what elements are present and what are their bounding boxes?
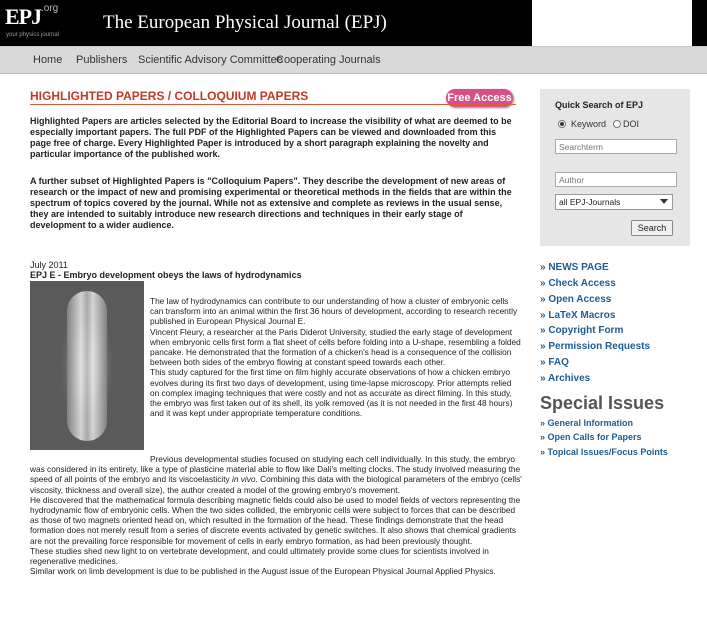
link-general-information[interactable]: » General Information — [540, 418, 634, 428]
link-latex-macros[interactable]: » LaTeX Macros — [540, 310, 616, 321]
article-body-wrapped — [150, 296, 522, 418]
embryo-image — [30, 281, 144, 450]
title-divider — [30, 104, 516, 105]
search-button[interactable]: Search — [631, 220, 673, 236]
link-news-page[interactable]: » NEWS PAGE — [540, 262, 609, 273]
link-open-access[interactable]: » Open Access — [540, 294, 612, 305]
body-paragraph: These studies shed new light to on vertebrate development, and could ultimately provide some clues for scientists involved in regenerative medicines. — [30, 545, 489, 567]
intro-paragraph-1: Highlighted Papers are articles selected by the Editorial Board to increase the visibility of what are deemed to be especially important papers. The full PDF of the Highlighted Papers can be viewed and downloaded from this page free of charge. Every Highlighted Paper is introduced by a short paragraph explaining the novelty and particular importance of the published work. — [30, 116, 512, 159]
doi-radio[interactable] — [613, 120, 621, 128]
body-paragraph: Vincent Fleury, a researcher at the Paris Diderot University, studied the early stage of development when embryonic cells first form a flat sheet of cells before folding into a U-shape, resembling a folded pancake. He demonstrated that the formation of a chicken's head is a consequence of the collision between both sides of the embryo flowing at constant speed towards each other. — [150, 326, 521, 368]
nav-scientific-advisory[interactable]: Scientific Advisory Committee — [138, 54, 283, 66]
free-access-badge[interactable]: Free Access — [446, 89, 513, 107]
link-faq[interactable]: » FAQ — [540, 357, 569, 368]
body-paragraph: He discovered that the mathematical formula describing magnetic fields could also be used to model fields of vectors representing the hydrodynamic flow of embryonic cells. When the two sides collided, the embryonic cells were subject to forces that can be described as those of two magnets oriented head on, which resulted in the formation of the head. These findings demonstrate that the head formation does not merely result from a series of discrete events activated by genetic switches. It also shows that chemical gradients are not the prevailing force responsible for movement of cells in early embryo formation, as had been previously thought. — [30, 494, 521, 546]
journal-select[interactable] — [555, 194, 673, 210]
body-paragraph: Previous developmental studies focused on studying each cell individually. In this study, the embryo was considered in its entirety, like a type of plasticine material able to flow like Dali's melting clocks. The study involved measuring the speed of all points of the embryo and its viscoelasticity in vivo. Combining this data with the biological parameters of the embryo (cells' viscosity, thickness and overall size), the author created a model of the growing embryo's movement. — [30, 454, 522, 495]
link-check-access[interactable]: » Check Access — [540, 278, 616, 289]
nav-home[interactable]: Home — [33, 54, 63, 66]
doi-radio-label: DOI — [623, 119, 640, 129]
header-white-panel — [532, 0, 692, 46]
quick-search-title: Quick Search of EPJ — [555, 100, 644, 110]
keyword-radio-label: Keyword — [571, 119, 607, 129]
article-body-full — [30, 454, 522, 576]
nav-publishers[interactable]: Publishers — [76, 54, 128, 66]
link-open-calls[interactable]: » Open Calls for Papers — [540, 432, 642, 442]
logo-sup: .org — [41, 3, 59, 14]
nav-cooperating-journals[interactable]: Cooperating Journals — [276, 54, 381, 66]
logo-tagline: your physics journal — [6, 32, 60, 38]
body-paragraph: Similar work on limb development is due to be published in the August issue of the European Physical Journal Applied Physics. — [30, 566, 496, 577]
keyword-radio[interactable] — [558, 120, 566, 128]
journal-select-value: all EPJ-Journals — [559, 197, 621, 207]
quick-search-panel — [540, 89, 690, 246]
header — [0, 0, 707, 46]
chevron-down-icon — [660, 199, 668, 204]
site-title: The European Physical Journal (EPJ) — [103, 12, 387, 33]
link-copyright-form[interactable]: » Copyright Form — [540, 325, 624, 336]
article-title[interactable]: EPJ E - Embryo development obeys the laws of hydrodynamics — [30, 270, 302, 280]
body-paragraph: This study captured for the first time on film highly accurate observations of how a chicken embryo evolves during its first two days of development, using time-lapse microscopy. Prior attempts relied on complex imaging techniques that were costly and not as accurate as direct filming. In this study, the embryo was first taken out of its shell, its yolk removed (as it is not needed in the first 48 hours) and it was kept under appropriate temperature conditions. — [150, 367, 513, 419]
logo-text: EPJ — [5, 4, 42, 29]
intro-paragraph-2: A further subset of Highlighted Papers is "Colloquium Papers". They describe the development of new areas of research or the impact of new and promising experimental or theoretical methods in the fields that are within the spectrum of topics covered by the journal. While not as extensive and complete as reviews in the usual sense, they are intended to suitably introduce new research directions and techniques in their early stage of development to a wider audience. — [30, 176, 512, 230]
top-navigation — [0, 46, 707, 74]
link-topical-issues[interactable]: » Topical Issues/Focus Points — [540, 447, 668, 457]
section-title: HIGHLIGHTED PAPERS / COLLOQUIUM PAPERS — [30, 89, 309, 103]
article-date: July 2011 — [30, 260, 68, 270]
link-permission-requests[interactable]: » Permission Requests — [540, 341, 651, 352]
epj-logo[interactable] — [0, 0, 74, 46]
embryo-shape — [67, 291, 107, 441]
special-issues-title: Special Issues — [540, 393, 665, 413]
link-archives[interactable]: » Archives — [540, 373, 591, 384]
header-edge — [692, 0, 707, 46]
author-input[interactable] — [555, 172, 677, 187]
body-paragraph: The law of hydrodynamics can contribute to our understanding of how a cluster of embryonic cells can transform into an animal within the first 36 hours of development, according to research recently published in European Physical Journal E. — [150, 296, 518, 327]
searchterm-input[interactable] — [555, 139, 677, 154]
